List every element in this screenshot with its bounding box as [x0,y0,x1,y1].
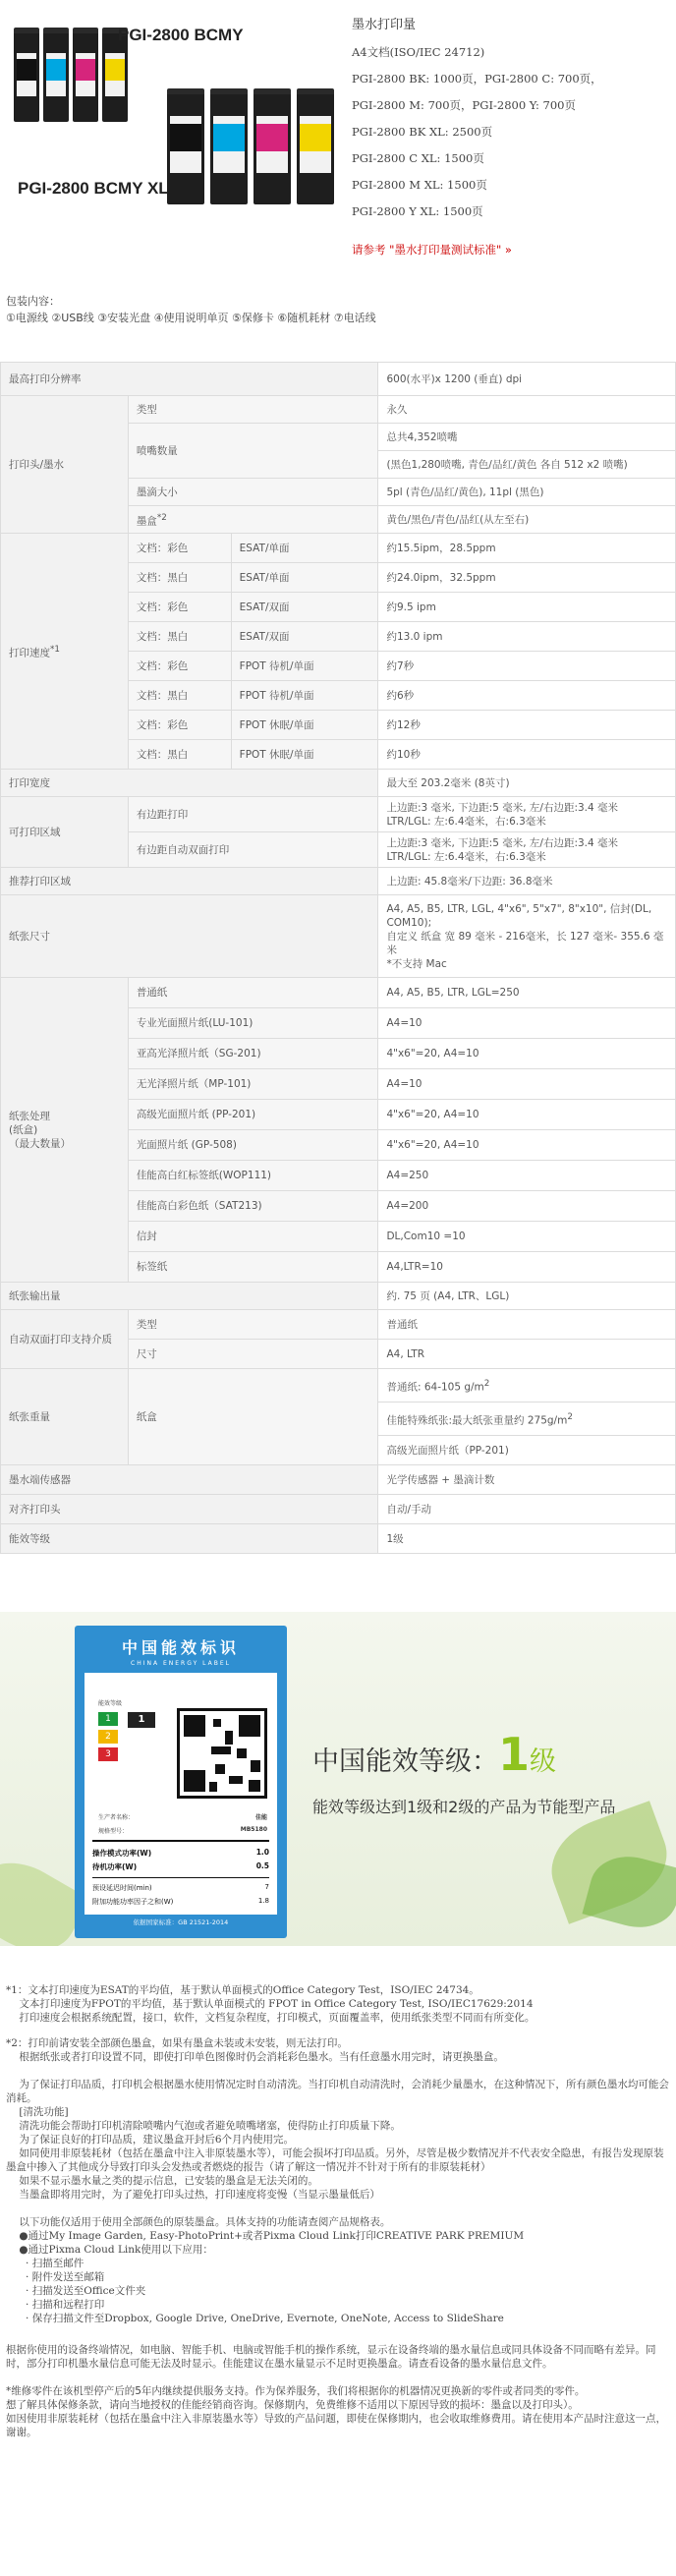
paper-type: 标签纸 [128,1252,378,1283]
energy-label-card [75,1626,287,1938]
grade-bar-2: 2 [98,1730,118,1744]
row-value-line: 上边距:3 毫米, 下边距:5 毫米, 左/右边距:3.4 毫米 [386,836,619,849]
energy-label-subtitle: CHINA ENERGY LABEL [131,1660,231,1667]
footnotes [6,1983,670,2439]
grade-bar-1: 1 [98,1712,118,1726]
paper-type: 专业光面照片纸(LU-101) [128,1008,378,1039]
energy-row-label: 操作模式功率(W) [92,1849,152,1858]
tank-label: 墨盒 [136,515,157,528]
table-row [1,534,676,563]
row-value-line: *不支持 Mac [386,957,447,970]
paper-type: 普通纸 [128,978,378,1008]
table-row [1,1495,676,1524]
table-row [1,1369,676,1402]
model-label-standard: PGI-2800 BCMY [118,26,244,44]
paper-capacity: A4=10 [378,1008,676,1039]
speed-value: 约15.5ipm，28.5ppm [378,534,676,563]
energy-row-value: 1.0 [255,1848,269,1857]
spec-table [0,362,676,1554]
row-sublabel: 有边距打印 [128,797,378,832]
paper-handling-label: （最大数量） [9,1137,71,1150]
paper-type: 佳能高白红标签纸(WOP111) [128,1161,378,1191]
speed-mode: FPOT 休眠/单面 [231,740,378,770]
weight-special: 佳能特殊纸张:最大纸张重量约 275g/m [386,1414,568,1427]
energy-grade-description: 能效等级达到1级和2级的产品为节能型产品 [312,1798,616,1816]
paper-type: 光面照片纸 (GP-508) [128,1130,378,1161]
ink-yield-standard-link[interactable]: 请参考 "墨水打印量测试标准" » [352,243,512,257]
footnote-ref: *2 [156,512,167,523]
paper-capacity: 4"x6"=20, A4=10 [378,1100,676,1130]
package-heading: 包装内容： [6,295,60,308]
energy-row-label: 预设延迟时间(min) [92,1884,152,1892]
ink-yield-title: 墨水打印量 [352,18,417,32]
row-value-line: LTR/LGL: 左:6.4毫米，右:6.3毫米 [386,850,546,863]
row-value [378,797,676,832]
energy-row-label: 附加功能功率因子之和(W) [92,1898,174,1906]
paper-capacity: A4=250 [378,1161,676,1191]
speed-doc: 文档：黑白 [128,563,231,593]
row-value: 高级光面照片纸（PP-201) [378,1436,676,1465]
divider [92,1840,269,1842]
row-label: 纸张输出量 [1,1283,378,1310]
table-row [1,363,676,396]
ink-yield-line: PGI-2800 M XL: 1500页 [352,178,487,192]
speed-mode: FPOT 休眠/单面 [231,711,378,740]
speed-mode: FPOT 待机/单面 [231,652,378,681]
row-value: 上边距: 45.8毫米/下边距: 36.8毫米 [378,868,676,895]
package-contents [6,293,376,326]
weight-plain: 普通纸: 64-105 g/m [386,1381,484,1394]
package-items: ①电源线 ②USB线 ③安装光盘 ④使用说明单页 ⑤保修卡 ⑥随机耗材 ⑦电话线 [6,312,376,324]
footnote-3: 根据你使用的设备终端情况，如电脑、智能手机、电脑或智能手机的操作系统，显示在设备终端的墨水量信息或同具体设备不同而略有差异。同时，部分打印机墨水量信息可能无法及时显示。佳能建议在墨水量显示不足时更换墨盒。请查看设备的墨水量信息文件。 [6,2344,656,2370]
speed-mode: ESAT/单面 [231,563,378,593]
cartridge-image-xl [167,79,344,216]
row-value [378,1369,676,1402]
grade-heading: 能效等级 [98,1700,123,1707]
footnote-2: *2：打印前请安装全部颜色墨盒，如果有墨盒未装或未安装，则无法打印。 根据纸张或者打印设置不同，即使打印单色图像时仍会消耗彩色墨水。当有任意墨水用完时，请更换墨盒。 为了保证打印品质，打印机会根据墨水使用情况定时自动清洗。当打印机自动清洗时，会消耗少量墨水，在这种情况下，所有颜色墨水均可能会消耗。 [清洗功能] 清洗功能会帮助打印机清除喷嘴内气泡或者避免喷嘴堵塞，使得防止打印质量下降。 为了保证良好的打印品质，建议墨盒开封后6个月内使用完。 如同使用非原装耗材（包括在墨盒中注入非原装墨水等），可能会损坏打印品质。另外，尽管是极少数情况并不代表安全隐患，有报告发现原装墨盒中掺入了其他成分导致打印头会发热或者燃烧的报告（请了解这一情况并不针对于所有的非原装耗材） 如果不显示墨水量之类的提示信息，已安装的墨盒是无法关闭的。 当墨盒即将用完时，为了避免打印头过热，打印速度将变慢（当显示墨量低后） 以下功能仅适用于使用全部颜色的原装墨盒。具体支持的功能请查阅产品规格表。 ●通过My Image Garden, Easy-PhotoPrint+或者Pixma Cloud Link打印CREATIVE PARK PREMIUM ●通过Pixma Cloud Link使用以下应用： · 扫描至邮件 · 附件发送至邮箱 · 扫描发送至Office文件夹 · 扫描和远程打印 · 保存扫描文件至Dropbox, Google Drive, OneDrive, Evernote, OneNote, Access to SlideShare [6,2037,669,2324]
speed-value: 约6秒 [378,681,676,711]
row-value: A4, LTR [378,1340,676,1369]
speed-value: 约9.5 ipm [378,593,676,622]
table-row [1,770,676,797]
speed-doc: 文档：黑白 [128,622,231,652]
row-sublabel: 类型 [128,1310,378,1340]
ink-yield-line: PGI-2800 C XL: 1500页 [352,151,484,165]
speed-doc: 文档：黑白 [128,740,231,770]
row-value: (黑色1,280喷嘴, 青色/品红/黄色 各自 512 x2 喷嘴) [378,451,676,479]
row-sublabel: 墨滴大小 [128,479,378,506]
paper-type: 信封 [128,1222,378,1252]
row-value-line: 上边距:3 毫米, 下边距:5 毫米, 左/右边距:3.4 毫米 [386,801,619,814]
energy-grade-heading [312,1728,556,1781]
ink-yield-line: A4文档(ISO/IEC 24712) [352,45,485,59]
energy-row [92,1848,269,1859]
energy-row-value: 1.8 [257,1897,269,1905]
speed-mode: ESAT/双面 [231,622,378,652]
table-row [1,797,676,832]
ink-yield-line: PGI-2800 BK: 1000页，PGI-2800 C: 700页， [352,72,602,86]
row-value-line: 自定义 纸盒 宽 89 毫米 - 216毫米，长 127 毫米- 355.6 毫米 [386,930,664,956]
energy-row-value: 7 [264,1883,269,1891]
row-sublabel: 喷嘴数量 [128,424,378,479]
footnote-1: *1：文本打印速度为ESAT的平均值，基于默认单面模式的Office Category Test，ISO/IEC 24734。 文本打印速度为FPOT的平均值，基于默认单面模式的 FPOT in Office Category Test, ISO/IEC17629:2014 打印速度会根据系统配置，接口，软件，文档复杂程度，打印模式，页面覆盖率，使用纸张类型不同而有所变化。 [6,1984,535,2024]
footnote-4: *维修零件在该机型停产后的5年内继续提供服务支持。作为保养服务，我们将根据你的机器情况更换新的零件或者同类的零件。 想了解具体保修条款，请向当地授权的佳能经销商咨询。保修期内，免费维修不适用以下原因导致的损坏：墨盒以及打印头）。 如因使用非原装耗材（包括在墨盒中注入非原装墨水等）导致的产品问题，即使在保修期内，也会收取维修费用。请在使用本产品时注意这一点，谢谢。 [6,2385,666,2438]
row-value [378,895,676,978]
grade-bar-3: 3 [98,1747,118,1761]
model-label-xl: PGI-2800 BCMY XL [18,179,169,198]
table-row [1,1283,676,1310]
paper-capacity: DL,Com10 =10 [378,1222,676,1252]
row-value: 普通纸 [378,1310,676,1340]
divider [92,1877,269,1878]
speed-doc: 文档：彩色 [128,711,231,740]
row-label: 对齐打印头 [1,1495,378,1524]
maker-value: 佳能 [254,1814,267,1821]
superscript: 2 [483,1378,490,1389]
speed-value: 约10秒 [378,740,676,770]
table-row [1,1524,676,1554]
energy-title-level: 1 [498,1728,531,1781]
row-value [378,832,676,868]
energy-label-body [84,1673,277,1930]
speed-value: 约7秒 [378,652,676,681]
energy-row-label: 待机功率(W) [92,1862,138,1871]
energy-title-suffix: 级 [530,1746,557,1777]
row-label [1,978,129,1283]
row-label [1,534,129,770]
table-row [1,396,676,424]
row-value-line: A4, A5, B5, LTR, LGL, 4"x6", 5"x7", 8"x10", 信封(DL, COM10); [386,902,652,929]
row-value: 600(水平)x 1200 (垂直) dpi [378,363,676,396]
ink-yield-line: PGI-2800 BK XL: 2500页 [352,125,493,139]
energy-banner [0,1612,676,1946]
paper-type: 佳能高白彩色纸（SAT213) [128,1191,378,1222]
table-row [1,868,676,895]
ink-yield-line: PGI-2800 Y XL: 1500页 [352,204,483,218]
row-label: 纸张尺寸 [1,895,378,978]
energy-label-title: 中国能效标识 [121,1638,240,1657]
row-label: 能效等级 [1,1524,378,1554]
row-value: 1级 [378,1524,676,1554]
ink-yield-info [352,14,666,258]
paper-capacity: 4"x6"=20, A4=10 [378,1039,676,1069]
ink-section [0,0,676,256]
table-row [1,1465,676,1495]
row-sublabel: 类型 [128,396,378,424]
row-label: 最高打印分辨率 [1,363,378,396]
row-value: 5pl (青色/品红/黄色), 11pl (黑色) [378,479,676,506]
qr-code-icon [177,1708,267,1799]
speed-value: 约24.0ipm，32.5ppm [378,563,676,593]
speed-doc: 文档：黑白 [128,681,231,711]
energy-label-footer: 依据国家标准：GB 21521-2014 [84,1915,277,1930]
speed-mode: ESAT/单面 [231,534,378,563]
model-value: MB5180 [240,1826,267,1833]
row-label: 可打印区域 [1,797,129,868]
paper-capacity: A4,LTR=10 [378,1252,676,1283]
footnote-ref: *1 [50,644,60,655]
paper-capacity: A4=200 [378,1191,676,1222]
ink-yield-line: PGI-2800 M: 700页，PGI-2800 Y: 700页 [352,98,576,112]
row-value [378,1402,676,1436]
paper-type: 高级光面照片纸 (PP-201) [128,1100,378,1130]
paper-handling-label: (纸盒) [9,1123,38,1136]
row-sublabel: 尺寸 [128,1340,378,1369]
paper-type: 无光泽照片纸（MP-101) [128,1069,378,1100]
row-label: 自动双面打印支持介质 [1,1310,129,1369]
row-value-line: LTR/LGL: 左:6.4毫米，右:6.3毫米 [386,815,546,828]
paper-capacity: A4=10 [378,1069,676,1100]
speed-doc: 文档：彩色 [128,534,231,563]
table-row [1,978,676,1008]
speed-mode: FPOT 待机/单面 [231,681,378,711]
maker-key: 生产者名称： [98,1814,135,1821]
row-label: 墨水端传感器 [1,1465,378,1495]
energy-title-prefix: 中国能效等级： [312,1746,498,1777]
row-value: 光学传感器 + 墨滴计数 [378,1465,676,1495]
row-value: 约. 75 页 (A4, LTR、LGL) [378,1283,676,1310]
speed-value: 约12秒 [378,711,676,740]
row-value: 自动/手动 [378,1495,676,1524]
paper-capacity: A4, A5, B5, LTR, LGL=250 [378,978,676,1008]
row-sublabel: 纸盒 [128,1369,378,1465]
table-row [1,895,676,978]
paper-type: 亚高光泽照片纸（SG-201) [128,1039,378,1069]
maker-label [98,1812,134,1821]
energy-row [92,1897,269,1907]
row-sublabel: 有边距自动双面打印 [128,832,378,868]
row-label: 打印头/墨水 [1,396,129,534]
row-value: 总共4,352喷嘴 [378,424,676,451]
model-key: 规格型号： [98,1828,129,1835]
row-label: 推荐打印区域 [1,868,378,895]
energy-row [92,1861,269,1872]
row-value: 最大至 203.2毫米 (8英寸) [378,770,676,797]
row-value: 永久 [378,396,676,424]
row-sublabel [128,506,378,534]
current-grade-marker: 1 [128,1712,155,1728]
speed-doc: 文档：彩色 [128,652,231,681]
energy-row-value: 0.5 [255,1861,269,1870]
row-label: 打印宽度 [1,770,378,797]
speed-label: 打印速度 [9,647,50,659]
speed-value: 约13.0 ipm [378,622,676,652]
speed-mode: ESAT/双面 [231,593,378,622]
table-row [1,1310,676,1340]
paper-capacity: 4"x6"=20, A4=10 [378,1130,676,1161]
row-value: 黄色/黑色/青色/品红(从左至右) [378,506,676,534]
row-label: 纸张重量 [1,1369,129,1465]
paper-handling-label: 纸张处理 [9,1110,50,1122]
energy-row [92,1883,269,1893]
speed-doc: 文档：彩色 [128,593,231,622]
superscript: 2 [567,1411,573,1422]
